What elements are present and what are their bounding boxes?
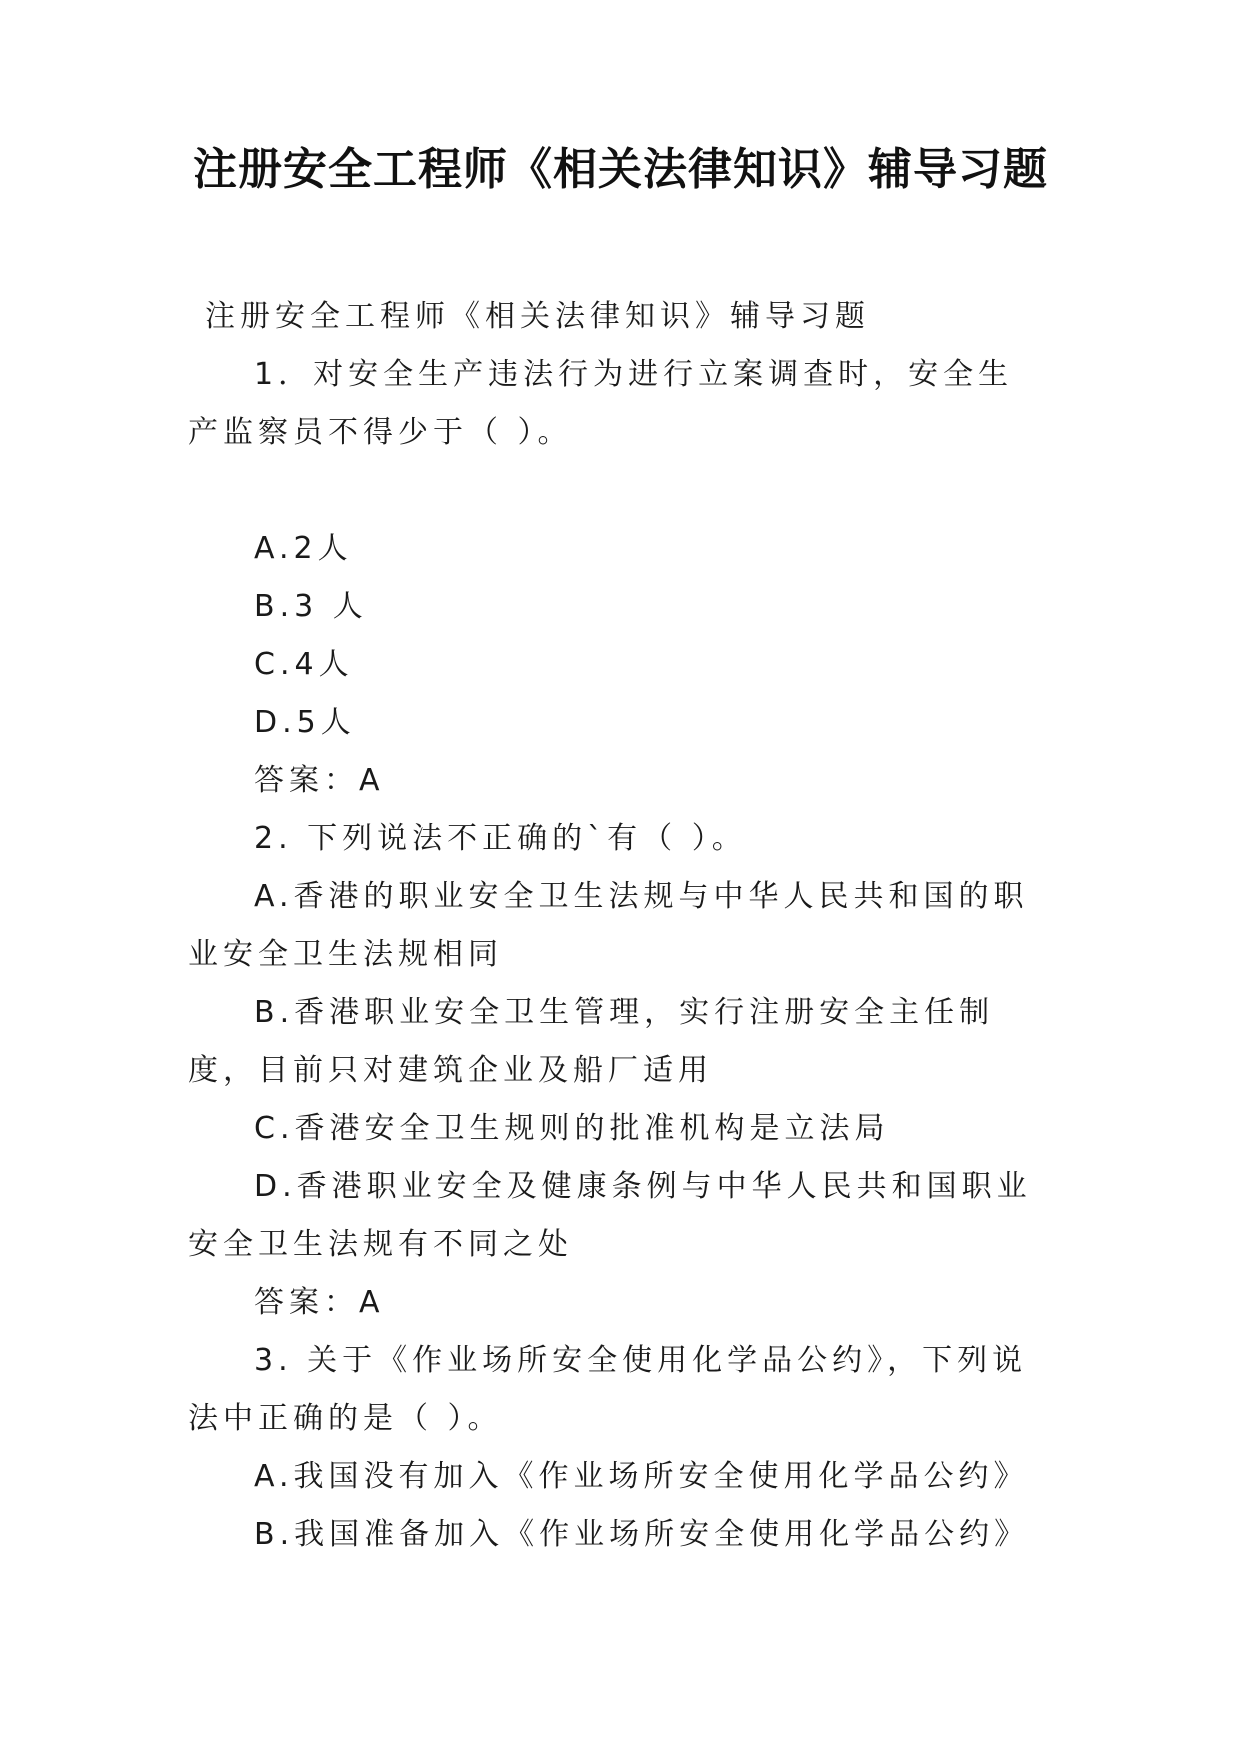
question-1: 1．对安全生产违法行为进行立案调查时，安全生产监察员不得少于（ ）。 (188, 357, 1014, 450)
q1-option-c: C.4人 (254, 647, 354, 682)
q1-answer: 答案：A (254, 763, 385, 798)
q3-option-a: A.我国没有加入《作业场所安全使用化学品公约》 (254, 1459, 1029, 1494)
q2-option-b: B.香港职业安全卫生管理，实行注册安全主任制度，目前只对建筑企业及船厂适用 (188, 995, 995, 1088)
q2-option-c: C.香港安全卫生规则的批准机构是立法局 (254, 1111, 890, 1146)
q1-option-a: A.2人 (254, 531, 353, 566)
q2-option-a: A.香港的职业安全卫生法规与中华人民共和国的职业安全卫生法规相同 (188, 879, 1029, 972)
q2-answer: 答案：A (254, 1285, 385, 1320)
question-3: 3. 关于《作业场所安全使用化学品公约》，下列说法中正确的是（ ）。 (188, 1343, 1028, 1436)
document-body (188, 288, 1046, 1564)
q2-option-d: D.香港职业安全及健康条例与中华人民共和国职业安全卫生法规有不同之处 (188, 1169, 1032, 1262)
q1-option-b: B.3 人 (254, 589, 368, 624)
document-title: 注册安全工程师《相关法律知识》辅导习题 (193, 144, 1048, 195)
document-subtitle: 注册安全工程师《相关法律知识》辅导习题 (205, 299, 870, 334)
blank-line (188, 462, 1046, 520)
question-2: 2. 下列说法不正确的`有（ ）。 (254, 821, 747, 856)
q1-option-d: D.5人 (254, 705, 356, 740)
q3-option-b: B.我国准备加入《作业场所安全使用化学品公约》 (254, 1517, 1030, 1552)
